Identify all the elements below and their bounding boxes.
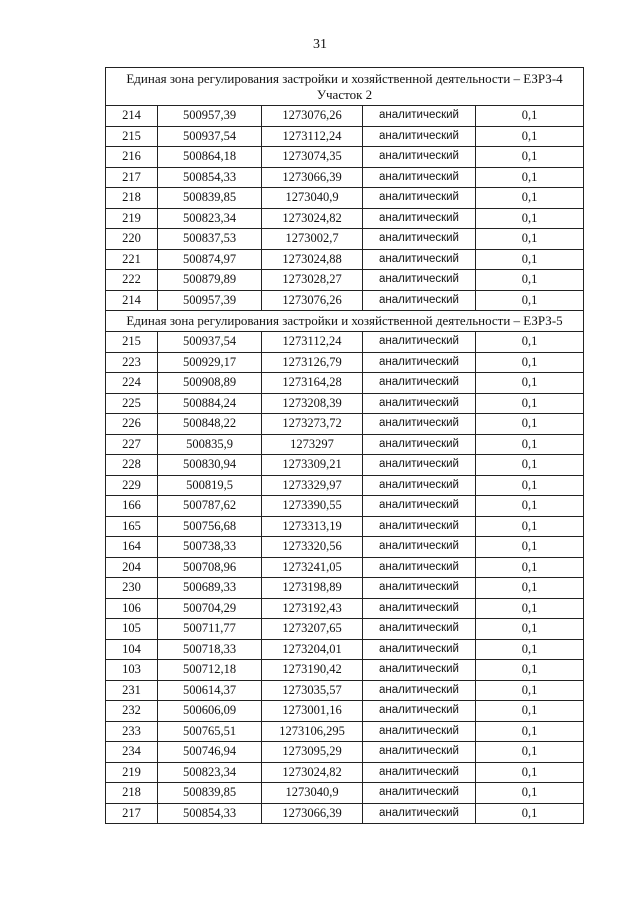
method-cell: аналитический — [363, 516, 476, 537]
error-cell: 0,1 — [476, 680, 584, 701]
point-cell: 204 — [106, 557, 158, 578]
coordinates-table — [105, 67, 584, 824]
method-cell: аналитический — [363, 455, 476, 476]
point-cell: 232 — [106, 701, 158, 722]
method-cell: аналитический — [363, 290, 476, 311]
error-cell: 0,1 — [476, 393, 584, 414]
method-cell: аналитический — [363, 680, 476, 701]
point-cell: 231 — [106, 680, 158, 701]
method-cell: аналитический — [363, 496, 476, 517]
table-row — [106, 167, 584, 188]
y-coordinate-cell: 1273208,39 — [262, 393, 363, 414]
x-coordinate-cell: 500830,94 — [158, 455, 262, 476]
error-cell: 0,1 — [476, 290, 584, 311]
error-cell: 0,1 — [476, 475, 584, 496]
table-row — [106, 393, 584, 414]
error-cell: 0,1 — [476, 578, 584, 599]
point-cell: 215 — [106, 126, 158, 147]
x-coordinate-cell: 500704,29 — [158, 598, 262, 619]
y-coordinate-cell: 1273164,28 — [262, 373, 363, 394]
error-cell: 0,1 — [476, 537, 584, 558]
x-coordinate-cell: 500839,85 — [158, 188, 262, 209]
point-cell: 104 — [106, 639, 158, 660]
error-cell: 0,1 — [476, 208, 584, 229]
error-cell: 0,1 — [476, 147, 584, 168]
error-cell: 0,1 — [476, 414, 584, 435]
table-row — [106, 475, 584, 496]
y-coordinate-cell: 1273273,72 — [262, 414, 363, 435]
error-cell: 0,1 — [476, 229, 584, 250]
y-coordinate-cell: 1273040,9 — [262, 783, 363, 804]
y-coordinate-cell: 1273112,24 — [262, 332, 363, 353]
table-row — [106, 578, 584, 599]
y-coordinate-cell: 1273192,43 — [262, 598, 363, 619]
error-cell: 0,1 — [476, 598, 584, 619]
table-row — [106, 147, 584, 168]
point-cell: 214 — [106, 106, 158, 127]
error-cell: 0,1 — [476, 352, 584, 373]
y-coordinate-cell: 1273028,27 — [262, 270, 363, 291]
method-cell: аналитический — [363, 598, 476, 619]
y-coordinate-cell: 1273024,88 — [262, 249, 363, 270]
table-row — [106, 557, 584, 578]
x-coordinate-cell: 500606,09 — [158, 701, 262, 722]
error-cell: 0,1 — [476, 373, 584, 394]
x-coordinate-cell: 500746,94 — [158, 742, 262, 763]
y-coordinate-cell: 1273207,65 — [262, 619, 363, 640]
error-cell: 0,1 — [476, 803, 584, 824]
point-cell: 215 — [106, 332, 158, 353]
method-cell: аналитический — [363, 721, 476, 742]
point-cell: 233 — [106, 721, 158, 742]
error-cell: 0,1 — [476, 270, 584, 291]
x-coordinate-cell: 500711,77 — [158, 619, 262, 640]
y-coordinate-cell: 1273040,9 — [262, 188, 363, 209]
table-row — [106, 803, 584, 824]
error-cell: 0,1 — [476, 516, 584, 537]
table-row — [106, 783, 584, 804]
x-coordinate-cell: 500708,96 — [158, 557, 262, 578]
point-cell: 106 — [106, 598, 158, 619]
point-cell: 225 — [106, 393, 158, 414]
table-row — [106, 660, 584, 681]
y-coordinate-cell: 1273076,26 — [262, 106, 363, 127]
y-coordinate-cell: 1273204,01 — [262, 639, 363, 660]
y-coordinate-cell: 1273035,57 — [262, 680, 363, 701]
table-row — [106, 742, 584, 763]
x-coordinate-cell: 500837,53 — [158, 229, 262, 250]
error-cell: 0,1 — [476, 455, 584, 476]
point-cell: 103 — [106, 660, 158, 681]
point-cell: 217 — [106, 167, 158, 188]
point-cell: 234 — [106, 742, 158, 763]
method-cell: аналитический — [363, 434, 476, 455]
x-coordinate-cell: 500929,17 — [158, 352, 262, 373]
method-cell: аналитический — [363, 249, 476, 270]
table-row — [106, 455, 584, 476]
point-cell: 218 — [106, 188, 158, 209]
error-cell: 0,1 — [476, 332, 584, 353]
x-coordinate-cell: 500738,33 — [158, 537, 262, 558]
table-row — [106, 496, 584, 517]
x-coordinate-cell: 500864,18 — [158, 147, 262, 168]
x-coordinate-cell: 500614,37 — [158, 680, 262, 701]
zone-header-cell — [106, 68, 584, 106]
zone-title: Единая зона регулирования застройки и хозяйственной деятельности – ЕЗРЗ-4 — [126, 71, 563, 86]
table-row — [106, 332, 584, 353]
error-cell: 0,1 — [476, 249, 584, 270]
x-coordinate-cell: 500823,34 — [158, 208, 262, 229]
y-coordinate-cell: 1273066,39 — [262, 167, 363, 188]
x-coordinate-cell: 500879,89 — [158, 270, 262, 291]
error-cell: 0,1 — [476, 701, 584, 722]
x-coordinate-cell: 500823,34 — [158, 762, 262, 783]
point-cell: 224 — [106, 373, 158, 394]
method-cell: аналитический — [363, 803, 476, 824]
x-coordinate-cell: 500854,33 — [158, 167, 262, 188]
error-cell: 0,1 — [476, 742, 584, 763]
point-cell: 219 — [106, 762, 158, 783]
y-coordinate-cell: 1273002,7 — [262, 229, 363, 250]
x-coordinate-cell: 500884,24 — [158, 393, 262, 414]
y-coordinate-cell: 1273313,19 — [262, 516, 363, 537]
y-coordinate-cell: 1273190,42 — [262, 660, 363, 681]
y-coordinate-cell: 1273390,55 — [262, 496, 363, 517]
table-row — [106, 208, 584, 229]
error-cell: 0,1 — [476, 783, 584, 804]
table-row — [106, 188, 584, 209]
error-cell: 0,1 — [476, 762, 584, 783]
x-coordinate-cell: 500908,89 — [158, 373, 262, 394]
method-cell: аналитический — [363, 393, 476, 414]
x-coordinate-cell: 500765,51 — [158, 721, 262, 742]
point-cell: 219 — [106, 208, 158, 229]
error-cell: 0,1 — [476, 496, 584, 517]
method-cell: аналитический — [363, 414, 476, 435]
point-cell: 214 — [106, 290, 158, 311]
error-cell: 0,1 — [476, 188, 584, 209]
zone-subtitle: Участок 2 — [316, 87, 373, 102]
method-cell: аналитический — [363, 147, 476, 168]
y-coordinate-cell: 1273024,82 — [262, 208, 363, 229]
point-cell: 228 — [106, 455, 158, 476]
y-coordinate-cell: 1273095,29 — [262, 742, 363, 763]
method-cell: аналитический — [363, 332, 476, 353]
y-coordinate-cell: 1273076,26 — [262, 290, 363, 311]
method-cell: аналитический — [363, 660, 476, 681]
table-row — [106, 598, 584, 619]
method-cell: аналитический — [363, 475, 476, 496]
error-cell: 0,1 — [476, 619, 584, 640]
method-cell: аналитический — [363, 619, 476, 640]
y-coordinate-cell: 1273241,05 — [262, 557, 363, 578]
table-row — [106, 537, 584, 558]
table-row — [106, 721, 584, 742]
x-coordinate-cell: 500718,33 — [158, 639, 262, 660]
method-cell: аналитический — [363, 557, 476, 578]
x-coordinate-cell: 500937,54 — [158, 332, 262, 353]
y-coordinate-cell: 1273309,21 — [262, 455, 363, 476]
table-row — [106, 229, 584, 250]
point-cell: 229 — [106, 475, 158, 496]
point-cell: 216 — [106, 147, 158, 168]
table-row — [106, 434, 584, 455]
method-cell: аналитический — [363, 578, 476, 599]
method-cell: аналитический — [363, 742, 476, 763]
zone-title: Единая зона регулирования застройки и хозяйственной деятельности – ЕЗРЗ-5 — [106, 311, 584, 332]
x-coordinate-cell: 500937,54 — [158, 126, 262, 147]
table-row — [106, 639, 584, 660]
method-cell: аналитический — [363, 106, 476, 127]
y-coordinate-cell: 1273074,35 — [262, 147, 363, 168]
table-row — [106, 126, 584, 147]
table-row — [106, 290, 584, 311]
table-row — [106, 701, 584, 722]
y-coordinate-cell: 1273126,79 — [262, 352, 363, 373]
point-cell: 165 — [106, 516, 158, 537]
error-cell: 0,1 — [476, 167, 584, 188]
y-coordinate-cell: 1273066,39 — [262, 803, 363, 824]
table-row — [106, 270, 584, 291]
point-cell: 230 — [106, 578, 158, 599]
y-coordinate-cell: 1273329,97 — [262, 475, 363, 496]
zone-header — [106, 68, 584, 106]
method-cell: аналитический — [363, 639, 476, 660]
table-row — [106, 619, 584, 640]
error-cell: 0,1 — [476, 557, 584, 578]
table-row — [106, 414, 584, 435]
point-cell: 105 — [106, 619, 158, 640]
point-cell: 223 — [106, 352, 158, 373]
method-cell: аналитический — [363, 762, 476, 783]
error-cell: 0,1 — [476, 126, 584, 147]
y-coordinate-cell: 1273024,82 — [262, 762, 363, 783]
method-cell: аналитический — [363, 373, 476, 394]
method-cell: аналитический — [363, 167, 476, 188]
method-cell: аналитический — [363, 188, 476, 209]
x-coordinate-cell: 500819,5 — [158, 475, 262, 496]
table-row — [106, 762, 584, 783]
x-coordinate-cell: 500835,9 — [158, 434, 262, 455]
x-coordinate-cell: 500874,97 — [158, 249, 262, 270]
point-cell: 220 — [106, 229, 158, 250]
point-cell: 217 — [106, 803, 158, 824]
x-coordinate-cell: 500712,18 — [158, 660, 262, 681]
zone-header — [106, 311, 584, 332]
method-cell: аналитический — [363, 537, 476, 558]
table-row — [106, 106, 584, 127]
error-cell: 0,1 — [476, 639, 584, 660]
x-coordinate-cell: 500689,33 — [158, 578, 262, 599]
x-coordinate-cell: 500839,85 — [158, 783, 262, 804]
point-cell: 218 — [106, 783, 158, 804]
point-cell: 227 — [106, 434, 158, 455]
method-cell: аналитический — [363, 229, 476, 250]
method-cell: аналитический — [363, 701, 476, 722]
x-coordinate-cell: 500787,62 — [158, 496, 262, 517]
x-coordinate-cell: 500957,39 — [158, 106, 262, 127]
table-row — [106, 373, 584, 394]
method-cell: аналитический — [363, 352, 476, 373]
error-cell: 0,1 — [476, 106, 584, 127]
y-coordinate-cell: 1273001,16 — [262, 701, 363, 722]
x-coordinate-cell: 500848,22 — [158, 414, 262, 435]
point-cell: 221 — [106, 249, 158, 270]
point-cell: 164 — [106, 537, 158, 558]
method-cell: аналитический — [363, 126, 476, 147]
y-coordinate-cell: 1273112,24 — [262, 126, 363, 147]
y-coordinate-cell: 1273297 — [262, 434, 363, 455]
y-coordinate-cell: 1273320,56 — [262, 537, 363, 558]
table-row — [106, 680, 584, 701]
page-number: 31 — [313, 37, 327, 52]
method-cell: аналитический — [363, 783, 476, 804]
y-coordinate-cell: 1273198,89 — [262, 578, 363, 599]
table-row — [106, 516, 584, 537]
method-cell: аналитический — [363, 270, 476, 291]
error-cell: 0,1 — [476, 721, 584, 742]
point-cell: 166 — [106, 496, 158, 517]
error-cell: 0,1 — [476, 434, 584, 455]
x-coordinate-cell: 500854,33 — [158, 803, 262, 824]
x-coordinate-cell: 500957,39 — [158, 290, 262, 311]
x-coordinate-cell: 500756,68 — [158, 516, 262, 537]
point-cell: 222 — [106, 270, 158, 291]
table-row — [106, 352, 584, 373]
y-coordinate-cell: 1273106,295 — [262, 721, 363, 742]
error-cell: 0,1 — [476, 660, 584, 681]
method-cell: аналитический — [363, 208, 476, 229]
table-row — [106, 249, 584, 270]
point-cell: 226 — [106, 414, 158, 435]
